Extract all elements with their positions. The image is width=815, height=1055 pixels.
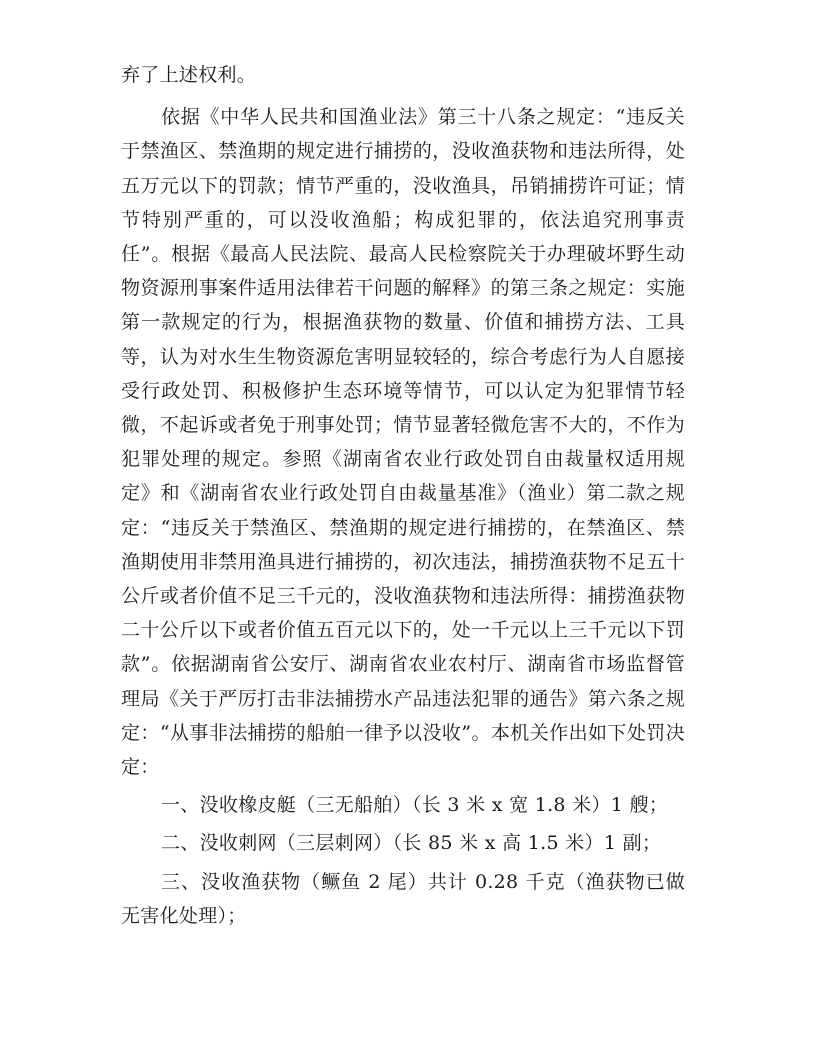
paragraph-legal-basis: 依据《中华人民共和国渔业法》第三十八条之规定：“违反关于禁渔区、禁渔期的规定进行捕捞的，没收渔获物和违法所得，处五万元以下的罚款；情节严重的，没收渔具，吊销捕捞许可证；情节特别严重的，可以没收渔船；构成犯罪的，依法追究刑事责任”。根据《最高人民法院、最高人民检察院关于办理破坏野生动物资源刑事案件适用法律若干问题的解释》的第三条之规定：实施第一款规定的行为，根据渔获物的数量、价值和捕捞方法、工具等，认为对水生生物资源危害明显较轻的，综合考虑行为人自愿接受行政处罚、积极修护生态环境等情节，可以认定为犯罪情节轻微，不起诉或者免于刑事处罚；情节显著轻微危害不大的，不作为犯罪处理的规定。参照《湖南省农业行政处罚自由裁量权适用规定》和《湖南省农业行政处罚自由裁量基准》（渔业）第二款之规定：“违反关于禁渔区、禁渔期的规定进行捕捞的，在禁渔区、禁渔期使用非禁用渔具进行捕捞的，初次违法，捕捞渔获物不足五十公斤或者价值不足三千元的，没收渔获物和违法所得：捕捞渔获物二十公斤以下或者价值五百元以下的，处一千元以上三千元以下罚款”。依据湖南省公安厅、湖南省农业农村厅、湖南省市场监督管理局《关于严厉打击非法捕捞水产品违法犯罪的通告》第六条之规定：“从事非法捕捞的船舶一律予以没收”。本机关作出如下处罚决定：	[121, 106, 685, 779]
paragraph-continuation: 弃了上述权利。	[121, 64, 257, 86]
penalty-item-2: 二、没收刺网（三层刺网）（长 85 米 x 高 1.5 米）1 副；	[161, 832, 662, 855]
penalty-item-1: 一、没收橡皮艇（三无船舶）（长 3 米 x 宽 1.8 米）1 艘；	[161, 794, 669, 817]
penalty-item-3: 三、没收渔获物（鳜鱼 2 尾）共计 0.28 千克（渔获物已做无害化处理）；	[121, 870, 685, 927]
